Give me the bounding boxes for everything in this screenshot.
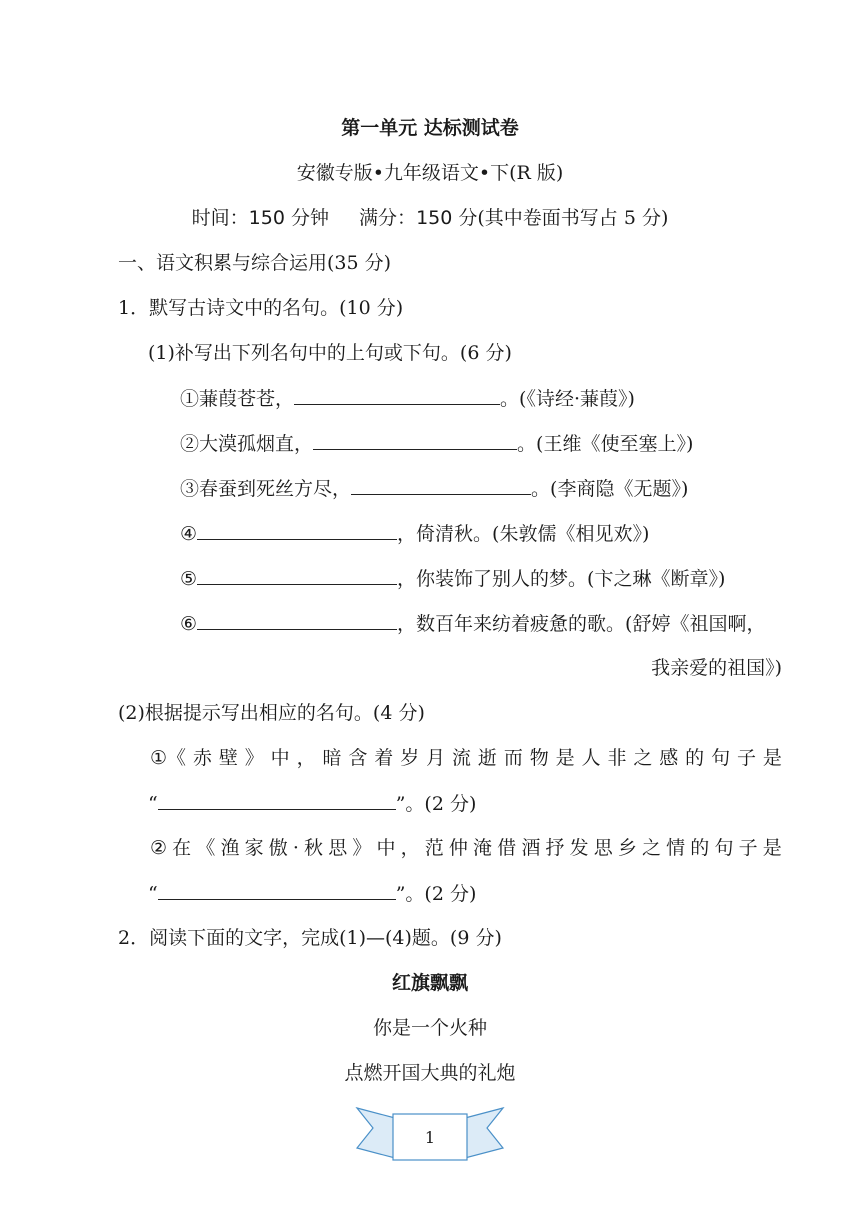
item-score: ”。(2 分) (395, 793, 477, 815)
prompt-char: 是 (762, 837, 782, 859)
time-value: 150 分钟 (248, 207, 329, 229)
prompt-char: ② (150, 837, 168, 859)
fill-item-4 (180, 521, 649, 546)
prompt-char: 的 (690, 837, 710, 859)
question-1-part-2-title: (2)根据提示写出相应的名句。(4 分) (118, 702, 425, 724)
exam-info (0, 206, 860, 230)
prompt-char: · (292, 837, 299, 859)
fill-item-3 (180, 476, 688, 501)
prompt-char: ， (296, 747, 316, 769)
fill-item-6 (180, 611, 765, 636)
prompt-char: 仲 (448, 837, 468, 859)
item-marker: ② (180, 433, 200, 455)
fill-item-2 (180, 431, 693, 456)
prompt-char: 着 (374, 747, 394, 769)
item-marker: ⑤ (180, 568, 198, 590)
prompt-char: 渔 (220, 837, 240, 859)
poem-line: 点燃开国大典的礼炮 (344, 1062, 516, 1084)
answer-blank[interactable] (158, 791, 396, 810)
prompt-char: 句 (714, 837, 734, 859)
question-1-part-1-title: (1)补写出下列名句中的上句或下句。(6 分) (148, 342, 512, 364)
answer-blank[interactable] (197, 611, 397, 630)
prompt-char: 流 (452, 747, 472, 769)
prompt-char: 中 (270, 747, 290, 769)
prompt-char: 》 (352, 837, 372, 859)
prompt-char: 感 (659, 747, 679, 769)
answer-blank[interactable] (158, 881, 396, 900)
prompt-char: 的 (685, 747, 705, 769)
prompt-char: 酒 (521, 837, 541, 859)
fill-item-1 (180, 386, 635, 411)
prompt-char: 》 (244, 747, 264, 769)
prompt-char: 思 (328, 837, 348, 859)
poem-line: 你是一个火种 (372, 1017, 487, 1039)
item-marker: ③ (180, 478, 200, 500)
page-title: 第一单元 达标测试卷 (341, 117, 519, 139)
question-2-stem: 2．阅读下面的文字，完成(1)—(4)题。(9 分) (118, 927, 502, 949)
prompt-char: 而 (503, 747, 523, 769)
item-text: 大漠孤烟直， (199, 433, 314, 455)
item-source: ，你装饰了别人的梦。(卞之琳《断章》) (397, 568, 726, 590)
prompt-char: 岁 (400, 747, 420, 769)
prompt-char: 是 (555, 747, 575, 769)
answer-blank[interactable] (294, 386, 500, 405)
prompt-char: 是 (762, 747, 782, 769)
prompt-char: ， (400, 837, 420, 859)
prompt-char: 秋 (304, 837, 324, 859)
prompt-char: 借 (497, 837, 517, 859)
prompt-char: 思 (593, 837, 613, 859)
prompt-char: ①《 (150, 747, 187, 769)
item-source: 。(王维《使至塞上》) (517, 433, 694, 455)
prompt-char: 非 (607, 747, 627, 769)
prompt-item-2 (150, 836, 782, 860)
prompt-char: 子 (738, 837, 758, 859)
answer-blank[interactable] (313, 431, 517, 450)
prompt-char: 之 (642, 837, 662, 859)
score-note: (其中卷面书写占 5 分) (477, 207, 669, 229)
time-label: 时间： (191, 207, 249, 229)
item-source: 。(《诗经·蒹葭》) (500, 388, 635, 410)
item-source: ，数百年来纺着疲惫的歌。(舒婷《祖国啊， (397, 613, 766, 635)
prompt-char: 暗 (322, 747, 342, 769)
answer-blank[interactable] (197, 566, 397, 585)
prompt-char: 范 (424, 837, 444, 859)
prompt-char: 月 (426, 747, 446, 769)
prompt-char: 壁 (218, 747, 238, 769)
prompt-char: 赤 (192, 747, 212, 769)
prompt-item-2-answer (148, 881, 476, 906)
question-1-stem: 1．默写古诗文中的名句。(10 分) (118, 297, 404, 319)
prompt-char: 含 (348, 747, 368, 769)
answer-blank[interactable] (197, 521, 397, 540)
prompt-char: 发 (569, 837, 589, 859)
prompt-item-1 (150, 746, 782, 770)
item-marker: ① (180, 388, 200, 410)
prompt-char: 之 (633, 747, 653, 769)
section-heading: 一、语文积累与综合运用(35 分) (118, 252, 392, 274)
item-marker: ⑥ (180, 613, 198, 635)
item-text: 春蚕到死丝方尽， (199, 478, 352, 500)
open-quote: “ (148, 793, 158, 815)
prompt-char: 逝 (477, 747, 497, 769)
prompt-char: 人 (581, 747, 601, 769)
score-value: 150 分 (416, 207, 478, 229)
page-number: 1 (424, 1128, 436, 1147)
item-score: ”。(2 分) (395, 883, 477, 905)
prompt-char: 子 (736, 747, 756, 769)
prompt-char: 物 (529, 747, 549, 769)
prompt-char: 中 (376, 837, 396, 859)
prompt-char: 句 (711, 747, 731, 769)
poem-title: 红旗飘飘 (391, 972, 468, 994)
item-source: ，倚清秋。(朱敦儒《相见欢》) (397, 523, 650, 545)
fill-item-5 (180, 566, 725, 591)
prompt-char: 淹 (473, 837, 493, 859)
prompt-char: 乡 (617, 837, 637, 859)
prompt-char: 《 (196, 837, 216, 859)
prompt-item-1-answer (148, 791, 476, 816)
prompt-char: 抒 (545, 837, 565, 859)
prompt-char: 家 (244, 837, 264, 859)
item-text: 蒹葭苍苍， (199, 388, 295, 410)
fill-item-6-continued: 我亲爱的祖国》) (651, 657, 782, 679)
score-label: 满分： (359, 207, 417, 229)
open-quote: “ (148, 883, 158, 905)
prompt-char: 情 (666, 837, 686, 859)
prompt-char: 傲 (268, 837, 288, 859)
item-source: 。(李商隐《无题》) (531, 478, 689, 500)
prompt-char: 在 (172, 837, 192, 859)
answer-blank[interactable] (351, 476, 531, 495)
page-subtitle: 安徽专版•九年级语文•下(R 版) (296, 162, 564, 184)
item-marker: ④ (180, 523, 198, 545)
